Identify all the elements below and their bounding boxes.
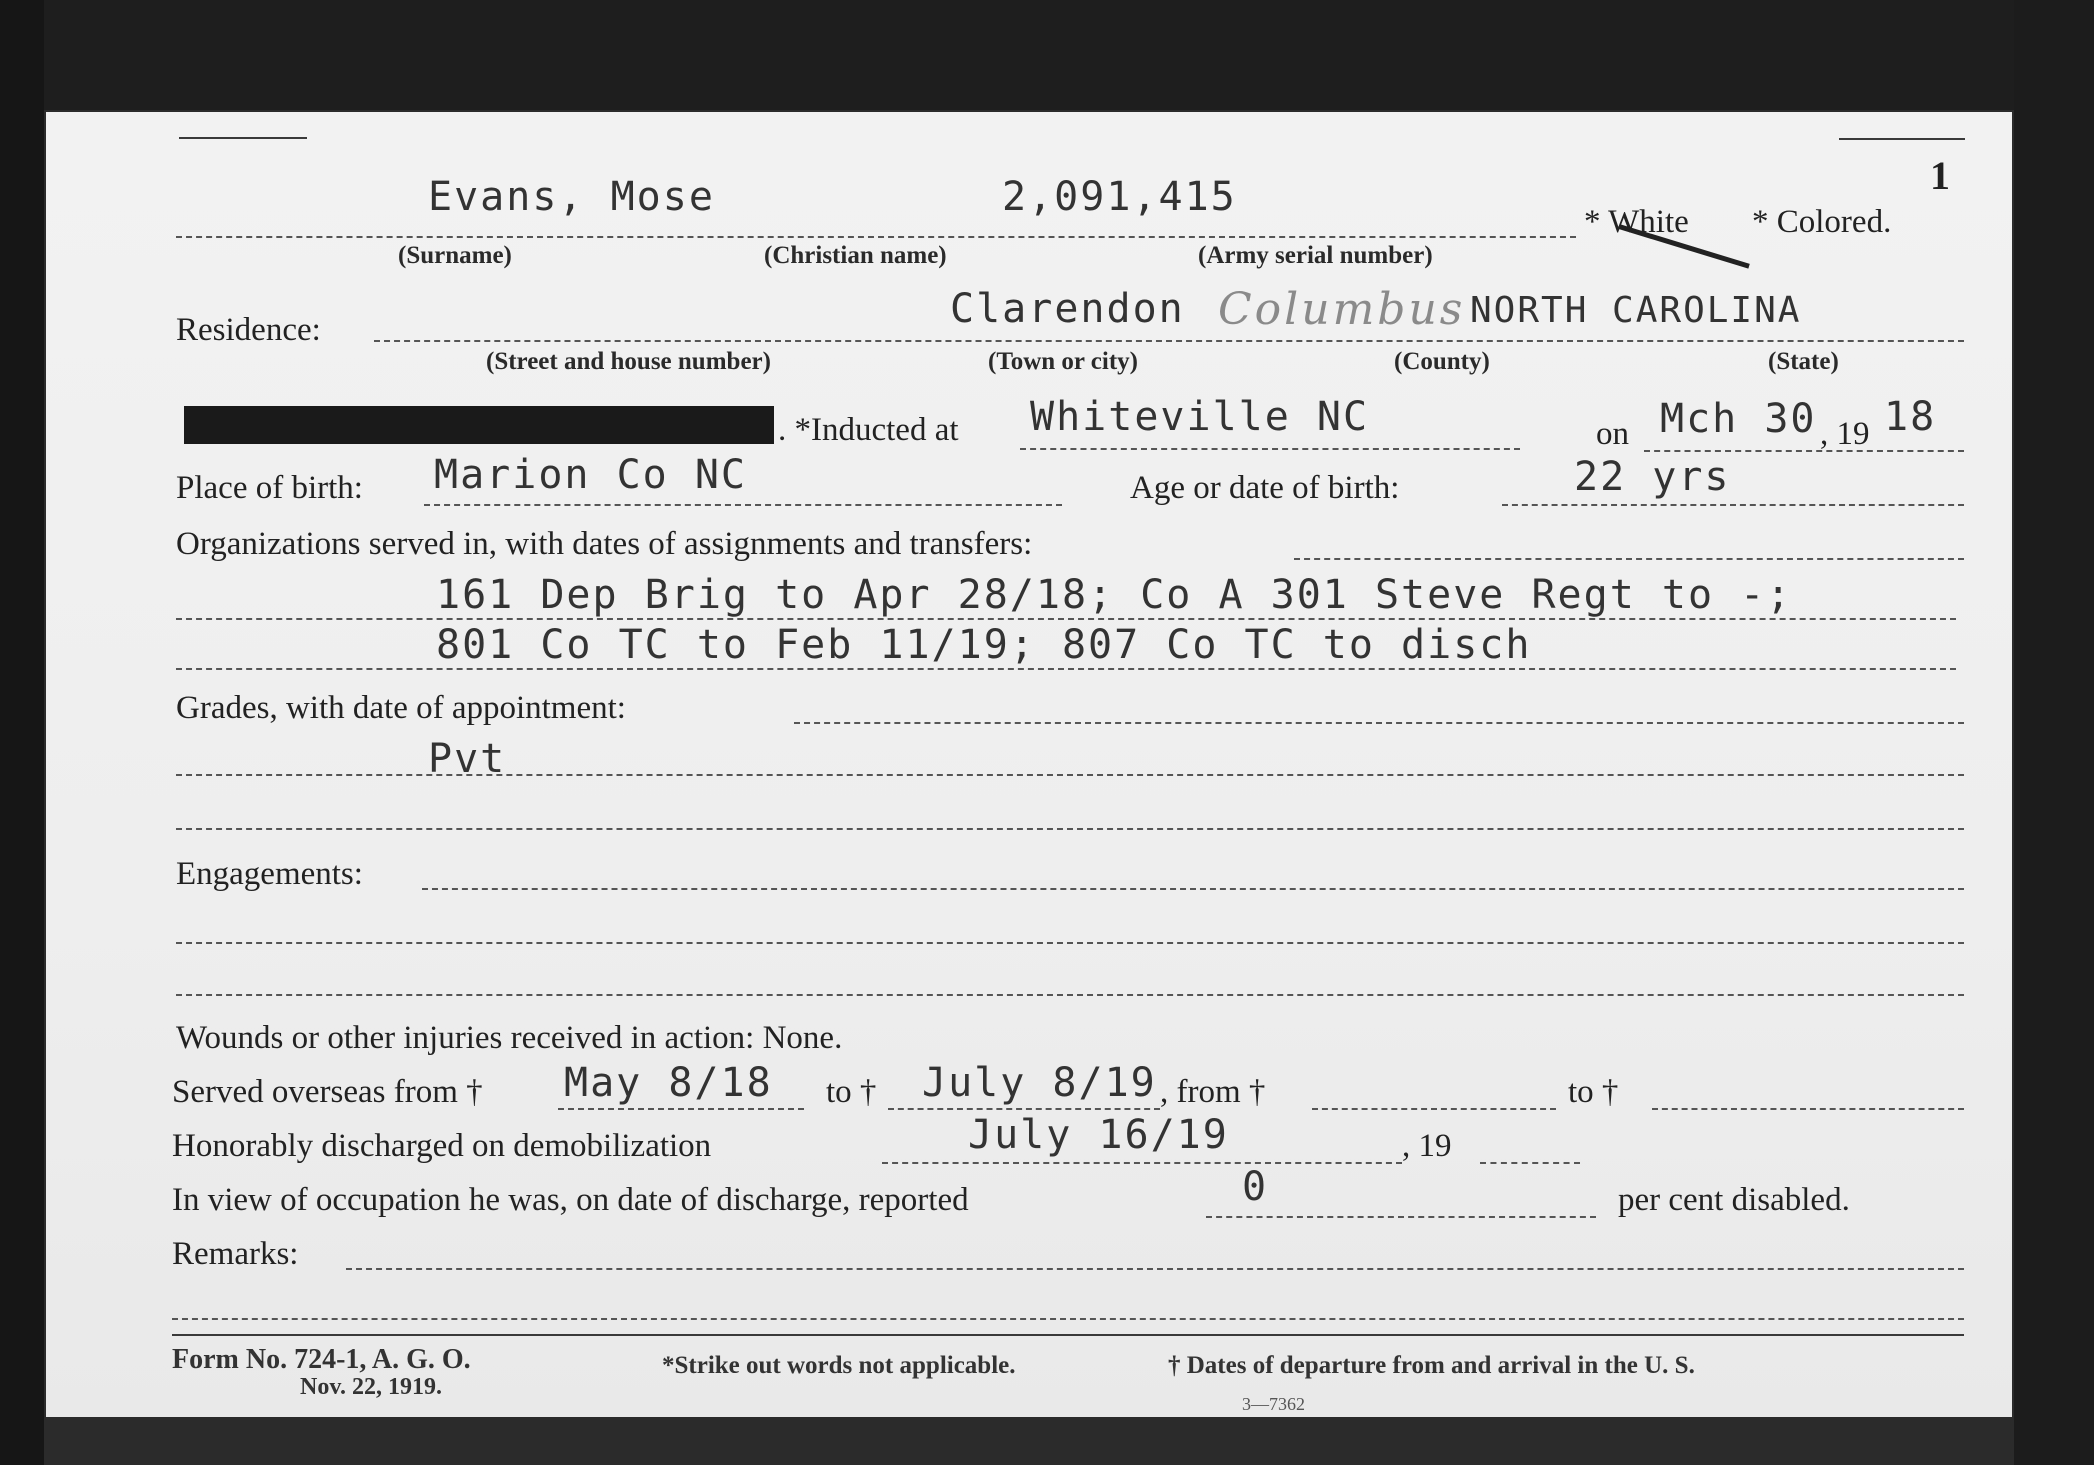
- overseas-to-value: July 8/19: [922, 1060, 1157, 1106]
- remarks-rule-1: [346, 1268, 1964, 1270]
- inducted-place-line: [1020, 448, 1520, 450]
- redaction-bar: [184, 406, 774, 444]
- overseas-to-2-label: to †: [1568, 1074, 1619, 1110]
- engagements-rule-2: [176, 942, 1964, 944]
- footnote-dates: † Dates of departure from and arrival in the U. S.: [1168, 1352, 1695, 1379]
- residence-label: Residence:: [176, 312, 321, 348]
- inducted-year-prefix: , 19: [1820, 416, 1870, 452]
- caption-surname: (Surname): [398, 242, 512, 269]
- organizations-header-line: [1294, 558, 1964, 560]
- birthplace-label: Place of birth:: [176, 470, 363, 506]
- residence-town-value: Clarendon: [950, 286, 1185, 332]
- discharge-year-line: [1480, 1162, 1580, 1164]
- age-label: Age or date of birth:: [1130, 470, 1400, 506]
- name-line: [176, 236, 1576, 238]
- grades-rule-1: [176, 774, 1964, 776]
- remarks-rule-2: [172, 1318, 1964, 1320]
- scan-background-top: [0, 0, 2094, 110]
- race-colored-option: * Colored.: [1752, 204, 1892, 240]
- residence-state-value: NORTH CAROLINA: [1470, 290, 1802, 331]
- overseas-from-2-line: [1312, 1108, 1556, 1110]
- organizations-label: Organizations served in, with dates of assignments and transfers:: [176, 526, 1033, 562]
- service-record-card: [46, 112, 2012, 1417]
- inducted-label: . *Inducted at: [778, 412, 959, 448]
- disability-label: In view of occupation he was, on date of discharge, reported: [172, 1182, 969, 1218]
- form-number: Form No. 724-1, A. G. O.: [172, 1344, 471, 1375]
- organizations-line-2: 801 Co TC to Feb 11/19; 807 Co TC to disch: [436, 622, 1532, 668]
- caption-state: (State): [1768, 348, 1839, 375]
- discharge-label: Honorably discharged on demobilization: [172, 1128, 712, 1164]
- disability-line: [1206, 1216, 1596, 1218]
- organizations-rule-1: [176, 618, 1956, 620]
- grades-label: Grades, with date of appointment:: [176, 690, 626, 726]
- discharge-date-line: [882, 1162, 1402, 1164]
- inducted-place-value: Whiteville NC: [1030, 394, 1370, 440]
- organizations-rule-2: [176, 668, 1956, 670]
- organizations-line-1: 161 Dep Brig to Apr 28/18; Co A 301 Steve Regt to -;: [436, 572, 1793, 618]
- page-number: 1: [1930, 153, 1950, 198]
- caption-county: (County): [1394, 348, 1490, 375]
- disability-value: 0: [1242, 1164, 1269, 1210]
- race-white-option: * White: [1584, 204, 1689, 240]
- inducted-on-label: on: [1596, 416, 1629, 452]
- residence-line: [374, 340, 1964, 342]
- remarks-label: Remarks:: [172, 1236, 299, 1272]
- surname-value: Evans, Mose: [428, 174, 715, 220]
- grades-rule-2: [176, 828, 1964, 830]
- overseas-from-line: [558, 1108, 804, 1110]
- caption-serial-number: (Army serial number): [1198, 242, 1433, 269]
- inducted-year-value: 18: [1884, 394, 1937, 440]
- birthplace-value: Marion Co NC: [434, 452, 747, 498]
- footnote-strike: *Strike out words not applicable.: [662, 1352, 1016, 1379]
- caption-town: (Town or city): [988, 348, 1138, 375]
- overseas-from-2-label: , from †: [1160, 1074, 1266, 1110]
- discharge-date-value: July 16/19: [968, 1112, 1229, 1158]
- scan-background-right: [2014, 0, 2094, 1465]
- form-date: Nov. 22, 1919.: [300, 1374, 443, 1400]
- inducted-date-line: [1644, 450, 1964, 452]
- caption-christian-name: (Christian name): [764, 242, 947, 269]
- caption-street: (Street and house number): [486, 348, 771, 375]
- overseas-label: Served overseas from †: [172, 1074, 483, 1110]
- overseas-from-value: May 8/18: [564, 1060, 773, 1106]
- top-left-rule: [179, 137, 307, 139]
- serial-number-value: 2,091,415: [1002, 174, 1237, 220]
- age-line: [1502, 504, 1964, 506]
- residence-county-handwritten: Columbus: [1218, 284, 1466, 335]
- age-value: 22 yrs: [1574, 454, 1731, 500]
- engagements-rule-3: [176, 994, 1964, 996]
- discharge-year-label: , 19: [1402, 1128, 1452, 1164]
- wounds-label: Wounds or other injuries received in action: None.: [176, 1020, 843, 1056]
- overseas-to-line: [888, 1108, 1160, 1110]
- inducted-date-value: Mch 30: [1660, 396, 1817, 442]
- birthplace-line: [424, 504, 1062, 506]
- engagements-rule-1: [422, 888, 1964, 890]
- grade-value: Pvt: [428, 736, 507, 782]
- footer-rule: [172, 1334, 1964, 1336]
- overseas-to-label: to †: [826, 1074, 877, 1110]
- top-right-rule: [1839, 138, 1965, 140]
- scan-background-left: [0, 0, 44, 1465]
- engagements-label: Engagements:: [176, 856, 363, 892]
- grades-header-line: [794, 722, 1964, 724]
- print-code: 3—7362: [1242, 1394, 1305, 1414]
- overseas-to-2-line: [1652, 1108, 1964, 1110]
- disability-suffix: per cent disabled.: [1618, 1182, 1850, 1218]
